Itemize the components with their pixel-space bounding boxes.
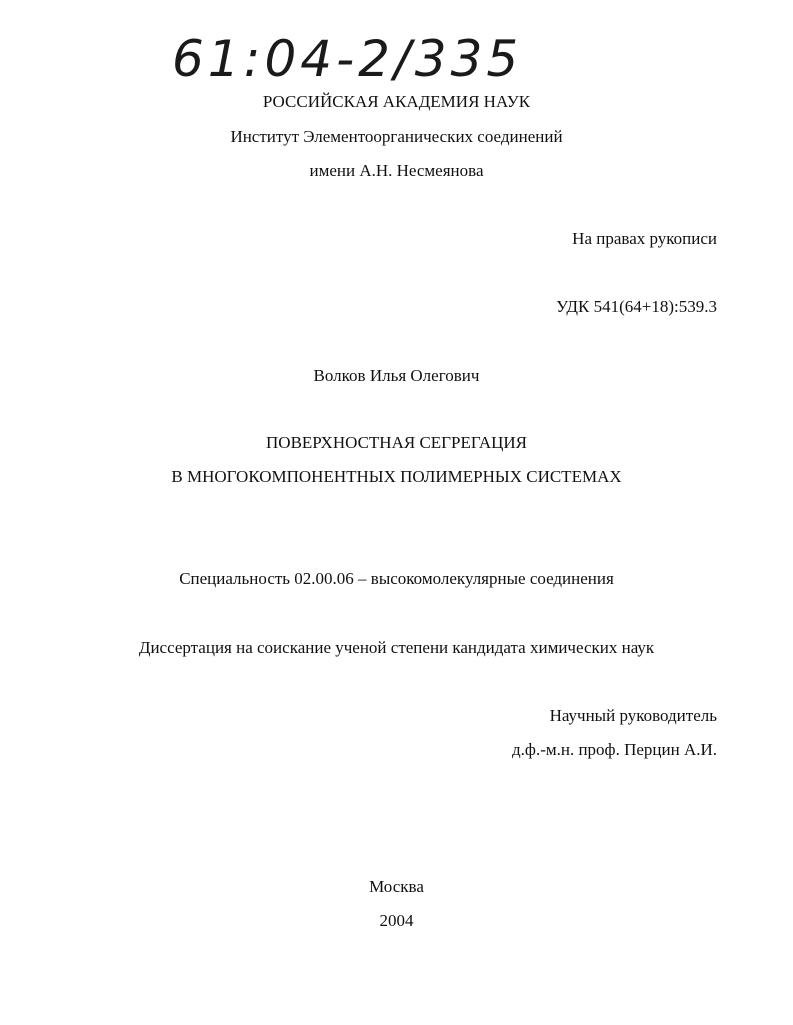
rights-note: На правах рукописи (572, 229, 717, 248)
institute-honorific: имени А.Н. Несмеянова (309, 161, 484, 180)
supervisor-name: д.ф.-м.н. проф. Перцин А.И. (512, 740, 717, 759)
supervisor-label: Научный руководитель (549, 706, 717, 725)
udk-code: УДК 541(64+18):539.3 (556, 297, 717, 316)
academy-name: РОССИЙСКАЯ АКАДЕМИЯ НАУК (262, 92, 531, 111)
handwritten-archive-number-text: 61:04-2/335 (172, 30, 523, 88)
city: Москва (369, 877, 424, 896)
dissertation-degree: Диссертация на соискание ученой степени кандидата химических наук (138, 638, 655, 657)
thesis-title-line-1: ПОВЕРХНОСТНАЯ СЕГРЕГАЦИЯ (266, 433, 527, 452)
specialty: Специальность 02.00.06 – высокомолекулярные соединения (179, 569, 614, 588)
year: 2004 (379, 911, 414, 930)
author-name: Волков Илья Олегович (313, 366, 480, 385)
institute-name: Институт Элементоорганических соединений (230, 127, 563, 146)
thesis-title-line-2: В МНОГОКОМПОНЕНТНЫХ ПОЛИМЕРНЫХ СИСТЕМАХ (171, 467, 622, 486)
handwritten-archive-number-drawing (168, 18, 538, 90)
handwritten-archive-number (168, 18, 538, 90)
